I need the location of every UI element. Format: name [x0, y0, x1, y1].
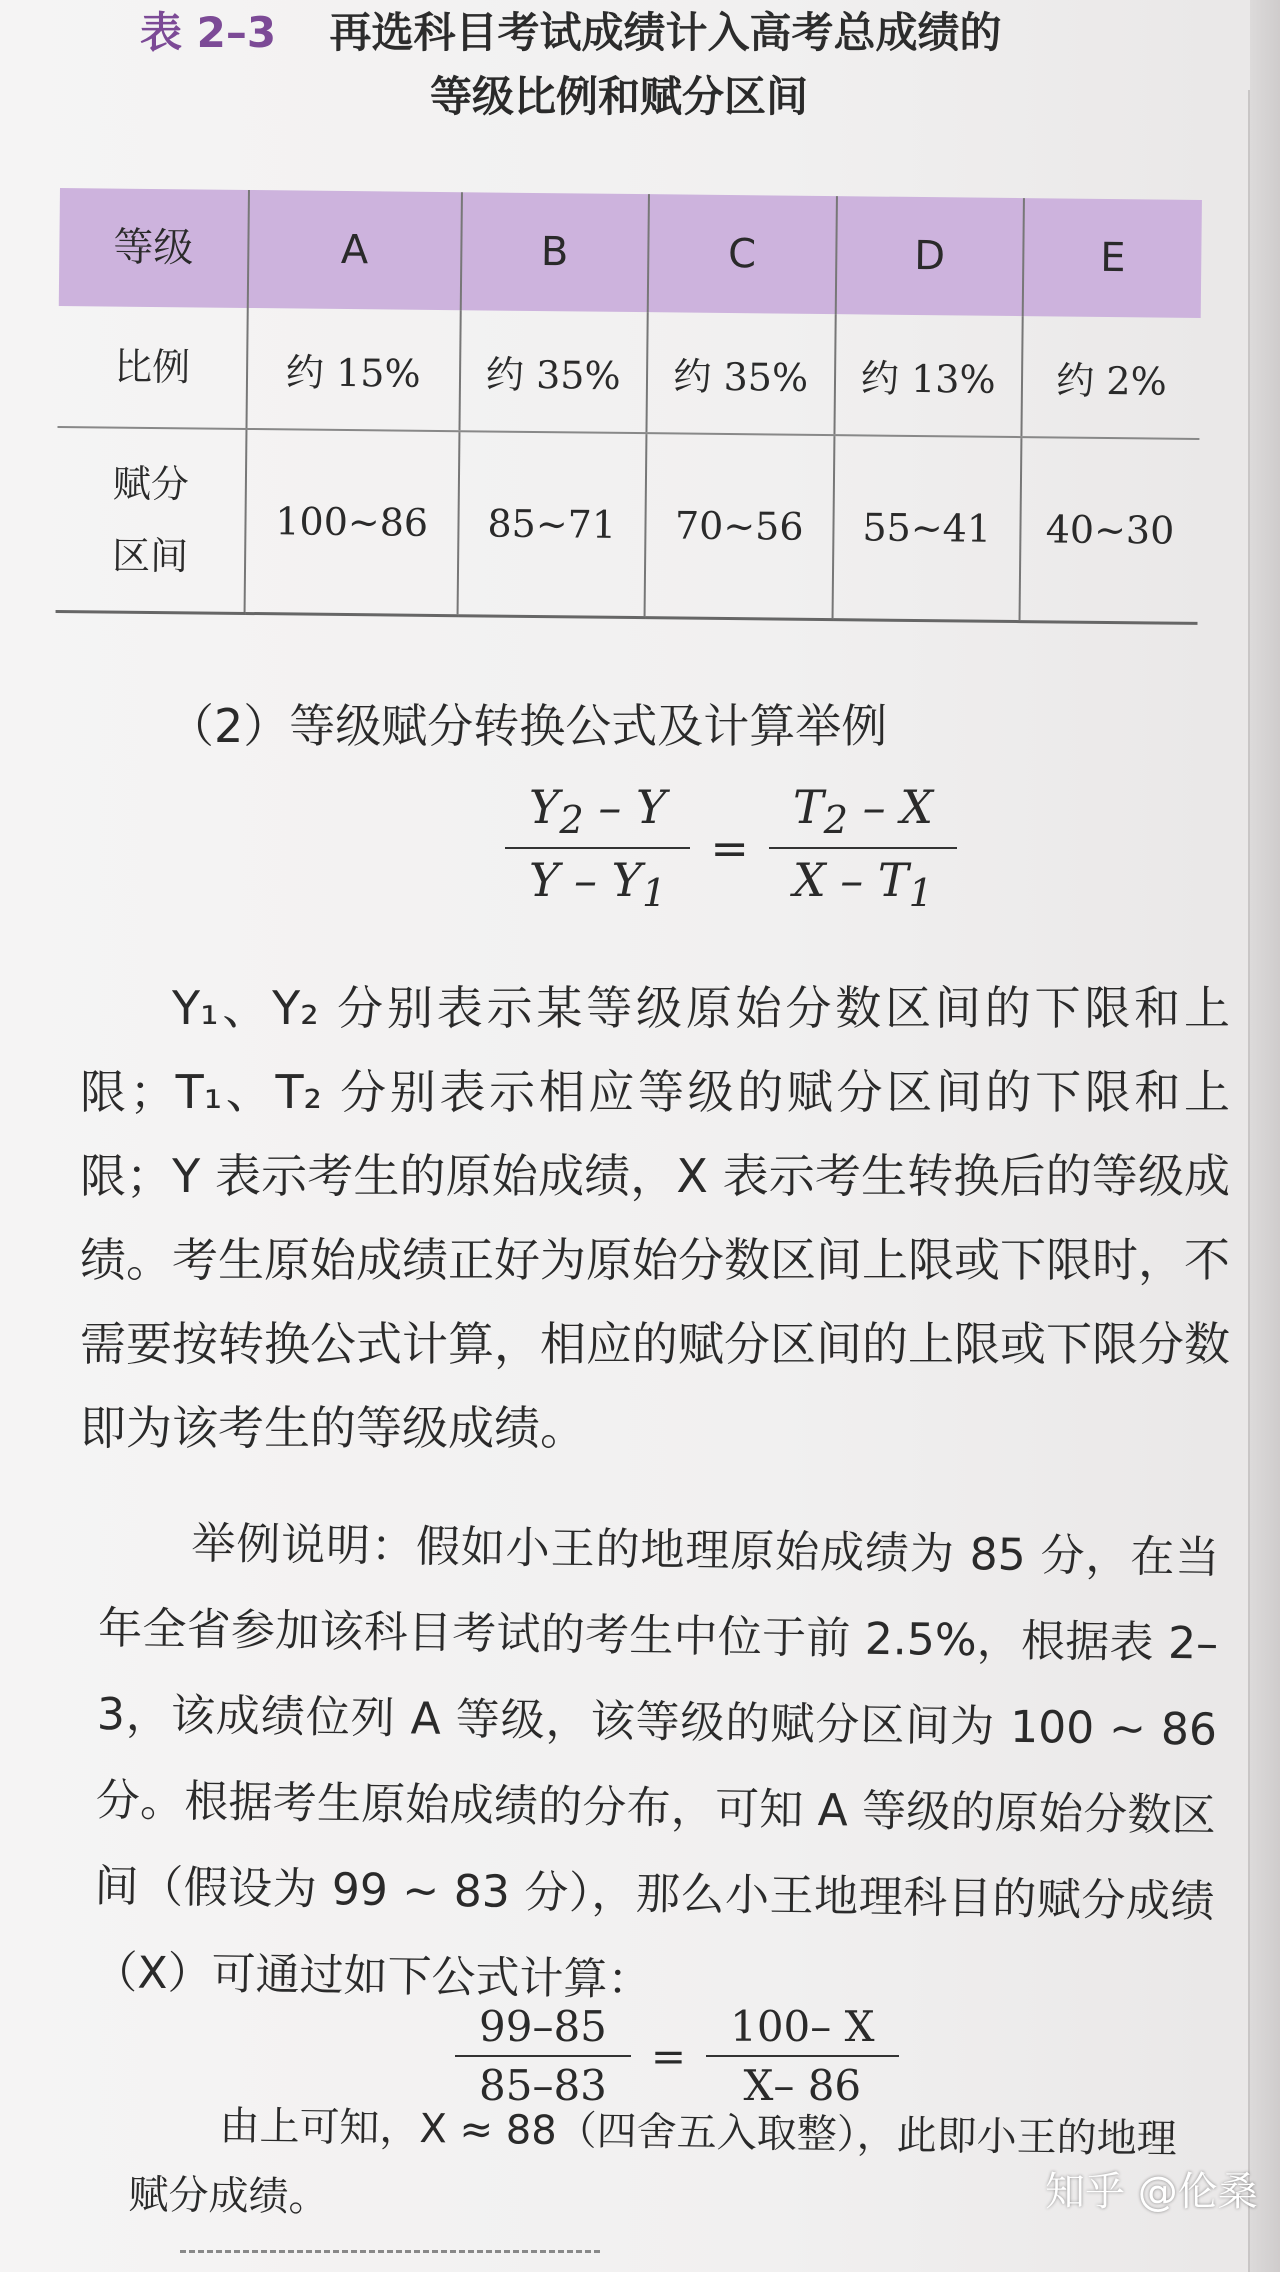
page-shadow [1250, 0, 1280, 2272]
conversion-formula [505, 776, 957, 920]
range-a: 100~86 [245, 429, 459, 616]
example-right-numerator: 100– X [706, 1998, 898, 2057]
formula-left-denominator [505, 849, 690, 920]
range-label-line1: 赋分 [112, 461, 190, 507]
table-number: 表 2–3 [140, 8, 277, 57]
sub-2a: 2 [559, 798, 584, 844]
example-paragraph [93, 1500, 1220, 2032]
example-left-denominator: 85–83 [479, 2061, 607, 2110]
sub-2b: 2 [823, 798, 849, 844]
definition-paragraph [80, 966, 1230, 1470]
section-heading: （2）等级赋分转换公式及计算举例 [168, 699, 888, 753]
paragraph-definitions: Y₁、Y₂ 分别表示某等级原始分数区间的下限和上限；T₁、T₂ 分别表示相应等级的赋分区间的下限和上限；Y 表示考生的原始成绩，X 表示考生转换后的等级成绩。考生原始成绩正好为原始分数区间上限或下限时，不需要按转换公式计算，相应的赋分区间的上限或下限分数即为该考生的等级成绩。 [80, 981, 1230, 1455]
table-title-line2: 等级比例和赋分区间 [430, 72, 809, 121]
header-label: 等级 [59, 188, 249, 308]
range-b: 85~71 [457, 431, 646, 617]
minus-x: – X [848, 780, 934, 834]
table-title-line1: 再选科目考试成绩计入高考总成绩的 [329, 8, 1002, 57]
table-header-row [59, 188, 1202, 318]
sub-1a: 1 [641, 871, 667, 917]
grade-ratio-table [56, 188, 1202, 625]
ratio-b: 约 35% [459, 310, 648, 433]
table-row-range [56, 427, 1200, 623]
minus-y: – Y [583, 780, 667, 834]
var-y2: Y [529, 780, 560, 834]
ratio-c: 约 35% [646, 312, 835, 435]
x-minus-t1: X – T [792, 853, 909, 908]
ratio-d: 约 13% [834, 314, 1023, 437]
grade-b: B [460, 192, 649, 312]
y-minus-y1: Y – Y [529, 853, 642, 908]
table-row-ratio [57, 306, 1200, 439]
range-e: 40~30 [1020, 437, 1200, 623]
formula-right-denominator [769, 849, 957, 920]
paragraph-conclusion: 由上可知，X ≈ 88（四舍五入取整），此即小王的地理赋分成绩。 [128, 2103, 1177, 2221]
page-edge-line [1248, 90, 1250, 2272]
table-title [140, 0, 1001, 60]
example-right-fraction [706, 1998, 898, 2114]
example-right-denominator: X– 86 [743, 2061, 862, 2110]
grade-c: C [648, 194, 837, 314]
ratio-label: 比例 [57, 306, 247, 429]
dashed-divider [180, 2250, 600, 2253]
formula-left-fraction [505, 776, 690, 920]
grade-d: D [835, 196, 1024, 316]
range-d: 55~41 [832, 435, 1021, 621]
grade-e: E [1023, 198, 1202, 318]
formula-right-fraction [769, 776, 957, 920]
range-label-line2: 区间 [111, 533, 189, 579]
formula-equals: = [710, 821, 749, 876]
range-c: 70~56 [645, 433, 834, 619]
var-t2: T [792, 780, 824, 834]
grade-a: A [248, 190, 462, 310]
formula-right-numerator [769, 776, 957, 849]
example-equals: = [650, 2031, 687, 2081]
sub-1b: 1 [908, 871, 934, 917]
ratio-a: 约 15% [246, 308, 460, 431]
watermark: 知乎 @伦桑 [1045, 2169, 1258, 2215]
example-left-numerator: 99–85 [455, 1998, 631, 2057]
paragraph-example: 举例说明：假如小王的地理原始成绩为 85 分，在当年全省参加该科目考试的考生中位于前 2.5%，根据表 2–3，该成绩位列 A 等级，该等级的赋分区间为 100 ~ 86 分。根据考生原始成绩的分布，可知 A 等级的原始分数区间（假设为 99 ~ 83 分），那么小王地理科目的赋分成绩（X）可通过如下公式计算： [93, 1518, 1220, 2006]
formula-left-numerator [505, 776, 690, 849]
ratio-e: 约 2% [1021, 316, 1200, 439]
range-label [56, 427, 247, 613]
